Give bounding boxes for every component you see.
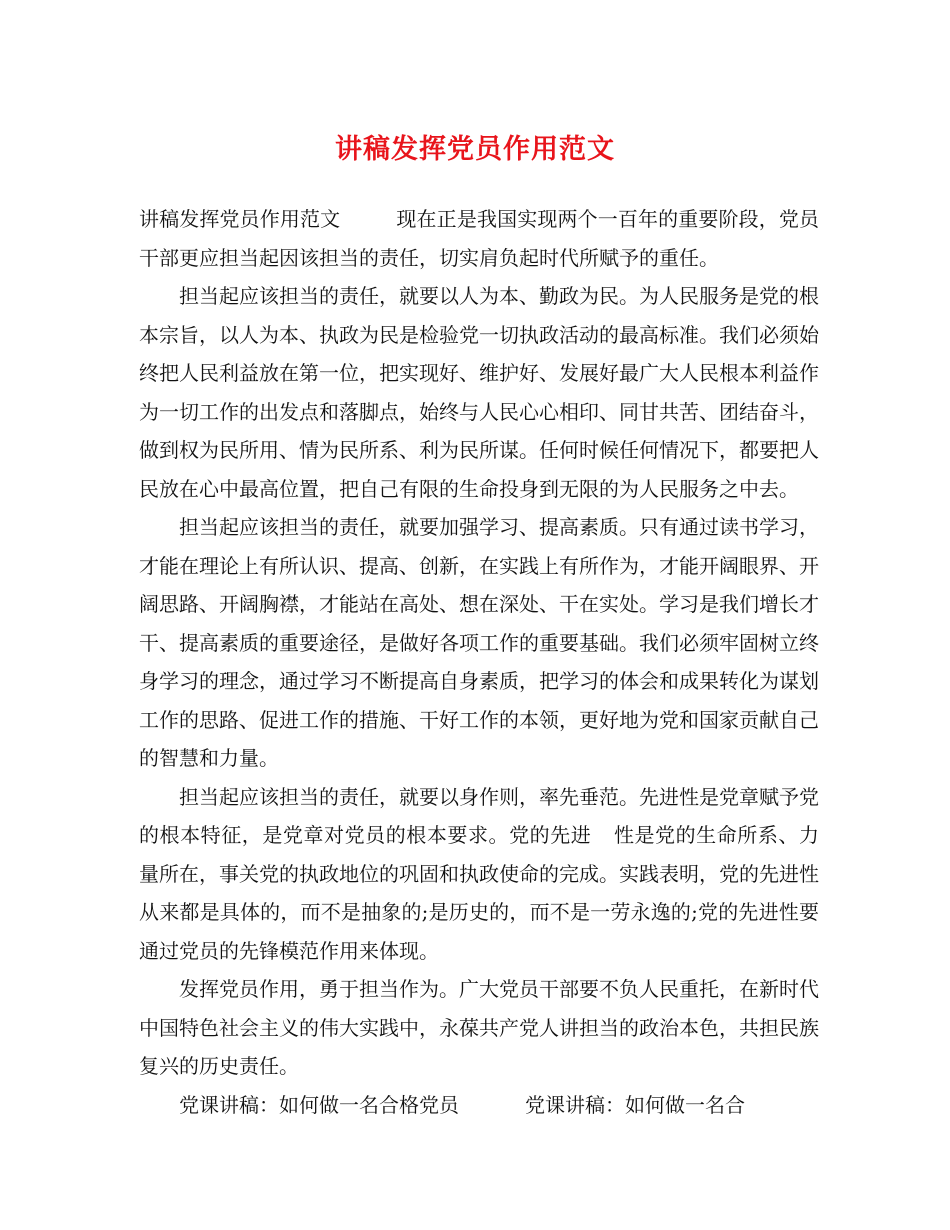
paragraph-example-part1: 担当起应该担当的责任，就要以身作则，率先垂范。先进性是党章赋予党的根本特征，是党章对党员的根本要求。党的先进 (139, 784, 819, 847)
footer-link-left: 党课讲稿：如何做一名合格党员 (179, 1092, 459, 1117)
intro-text: 现在正是我国实现两个一百年的重要阶段，党员干部更应担当起因该担当的责任，切实肩负起时代所赋予的重任。 (139, 207, 820, 270)
paragraph-role: 发挥党员作用，勇于担当作为。广大党员干部要不负人民重托，在新时代中国特色社会主义的伟大实践中，永葆共产党人讲担当的政治本色，共担民族复兴的历史责任。 (139, 977, 819, 1078)
document-title: 讲稿发挥党员作用范文 (335, 134, 615, 165)
intro-heading: 讲稿发挥党员作用范文 (139, 207, 341, 231)
footer-link-right: 党课讲稿：如何做一名合 (525, 1092, 745, 1117)
paragraph-study: 担当起应该担当的责任，就要加强学习、提高素质。只有通过读书学习，才能在理论上有所认识、提高、创新，在实践上有所作为，才能开阔眼界、开阔思路、开阔胸襟，才能站在高处、想在深处、干在实处。学习是我们增长才干、提高素质的重要途径，是做好各项工作的重要基础。我们必须牢固树立终身学习的理念，通过学习不断提高自身素质，把学习的体会和成果转化为谋划工作的思路、促进工作的措施、干好工作的本领，更好地为党和国家贡献自己的智慧和力量。 (139, 515, 819, 770)
document-body (139, 200, 819, 1124)
paragraph-people-oriented: 担当起应该担当的责任，就要以人为本、勤政为民。为人民服务是党的根本宗旨，以人为本、执政为民是检验党一切执政活动的最高标准。我们必须始终把人民利益放在第一位，把实现好、维护好、发展好最广大人民根本利益作为一切工作的出发点和落脚点，始终与人民心心相印、同甘共苦、团结奋斗，做到权为民所用、情为民所系、利为民所谋。任何时候任何情况下，都要把人民放在心中最高位置，把自己有限的生命投身到无限的为人民服务之中去。 (139, 284, 819, 501)
footer-line (139, 1086, 819, 1125)
paragraph-example-part2: 性是党的生命所系、力量所在，事关党的执政地位的巩固和执政使命的完成。实践表明，党的先进性从来都是具体的，而不是抽象的;是历史的，而不是一劳永逸的;党的先进性要通过党员的先锋模范作用来体现。 (139, 823, 819, 963)
paragraph-example (139, 778, 819, 971)
intro-paragraph (139, 200, 819, 277)
